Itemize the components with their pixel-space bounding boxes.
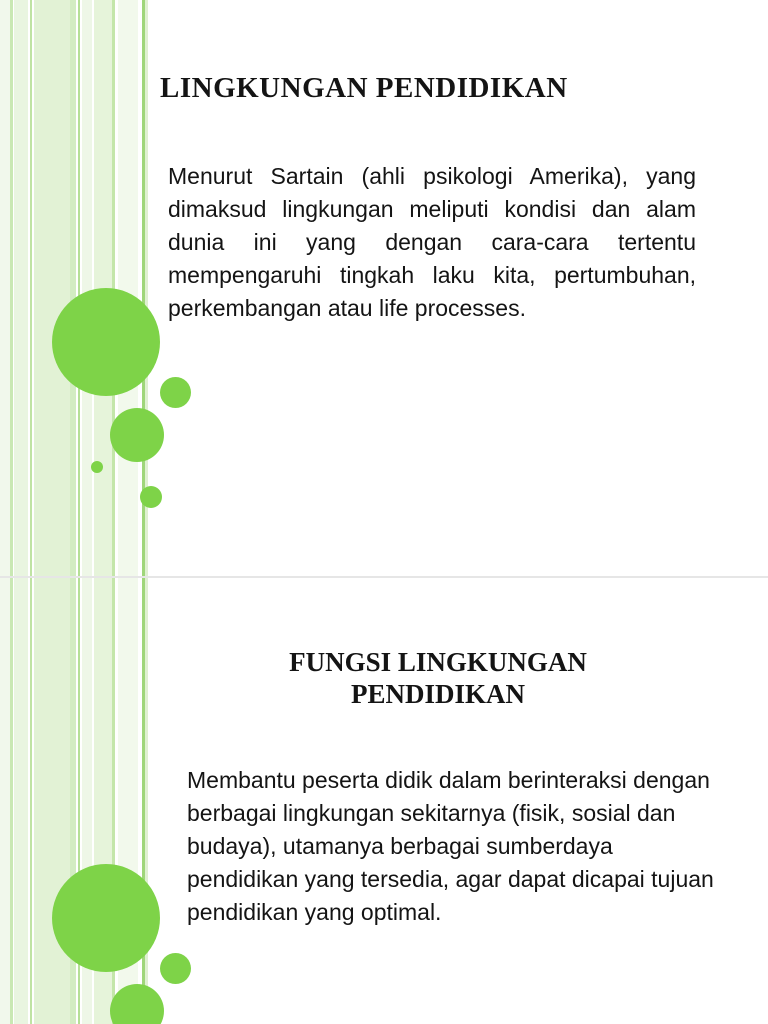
decorative-stripe bbox=[34, 0, 70, 576]
decorative-stripe bbox=[145, 578, 148, 1024]
decorative-stripe bbox=[82, 0, 92, 576]
decorative-stripe bbox=[34, 578, 70, 1024]
slide-title: FUNGSI LINGKUNGAN PENDIDIKAN bbox=[289, 647, 587, 709]
decorative-circle-small bbox=[160, 377, 191, 408]
decorative-stripe bbox=[70, 0, 76, 576]
decorative-circle-large bbox=[52, 864, 160, 972]
decorative-circle-small bbox=[140, 486, 162, 508]
decorative-stripe bbox=[14, 578, 28, 1024]
decorative-stripe bbox=[78, 0, 80, 576]
decorative-stripe bbox=[0, 578, 10, 1024]
slide-title: LINGKUNGAN PENDIDIKAN bbox=[160, 72, 568, 104]
decorative-circle-medium bbox=[110, 984, 164, 1024]
decorative-stripe bbox=[10, 578, 13, 1024]
slide-body-text: Membantu peserta didik dalam berinteraksi dengan berbagai lingkungan sekitarnya (fisik, sosial dan budaya), utamanya berbagai sumberdaya pendidikan yang tersedia, agar dapat dicapai tujuan pendidikan yang optimal. bbox=[187, 767, 714, 925]
decorative-stripe bbox=[10, 0, 13, 576]
decorative-stripe bbox=[30, 0, 32, 576]
slide-2 bbox=[0, 578, 768, 1024]
slide-body-text: Menurut Sartain (ahli psikologi Amerika), yang dimaksud lingkungan meliputi kondisi dan alam dunia ini yang dengan cara-cara tertentu mempengaruhi tingkah laku kita, pertumbuhan, perkembangan atau life processes. bbox=[168, 163, 696, 321]
decorative-stripe bbox=[14, 0, 28, 576]
decorative-circle-large bbox=[52, 288, 160, 396]
decorative-stripe bbox=[30, 578, 32, 1024]
decorative-circle-medium bbox=[110, 408, 164, 462]
decorative-stripe bbox=[118, 0, 138, 576]
decorative-circle-tiny bbox=[91, 461, 103, 473]
decorative-circle-small bbox=[160, 953, 191, 984]
decorative-stripe bbox=[0, 0, 10, 576]
